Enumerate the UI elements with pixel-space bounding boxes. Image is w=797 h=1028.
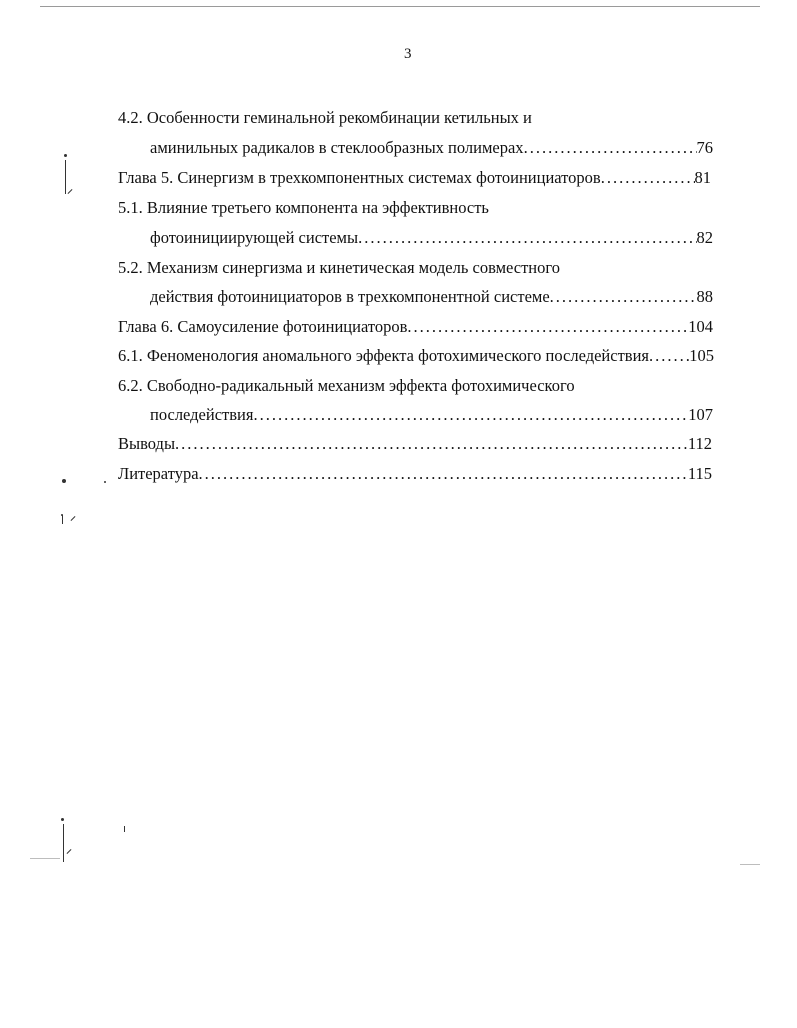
scan-mark [61, 818, 64, 821]
toc-line [118, 198, 718, 218]
toc-entry-page: 76 [696, 138, 713, 157]
toc-entry-page: 112 [687, 434, 712, 453]
toc-entry[interactable] [150, 138, 713, 158]
scan-mark [124, 826, 125, 832]
toc-entry[interactable] [118, 317, 713, 337]
toc-entry-page: 115 [687, 464, 712, 483]
toc-entry-page: 81 [694, 168, 711, 187]
scan-mark [30, 858, 60, 859]
toc-entry[interactable] [118, 168, 711, 188]
leader-dots [175, 434, 688, 454]
scan-mark [62, 479, 66, 483]
scan-mark [104, 481, 106, 483]
toc-entry[interactable] [118, 346, 714, 366]
leader-dots [601, 168, 695, 188]
toc-entry-page: 88 [696, 287, 713, 306]
toc-line-label: 6.2. Свободно-радикальный механизм эффекта фотохимического [118, 376, 575, 395]
toc-line [118, 108, 718, 128]
leader-dots [649, 346, 689, 366]
toc-line [118, 258, 718, 278]
toc-entry-page: 107 [688, 405, 713, 424]
toc-line-label: 4.2. Особенности геминальной рекомбинации кетильных и [118, 108, 532, 127]
toc-entry[interactable] [150, 228, 713, 248]
leader-dots [199, 464, 688, 484]
scan-mark [64, 154, 67, 157]
toc-entry[interactable] [150, 405, 713, 425]
leader-dots [358, 228, 696, 248]
scan-mark [65, 160, 66, 194]
toc-entry-label: Литература [118, 464, 199, 483]
scan-mark [67, 849, 72, 854]
toc-entry-page: 82 [696, 228, 713, 247]
leader-dots [253, 405, 688, 425]
leader-dots [524, 138, 697, 158]
toc-entry[interactable] [150, 287, 713, 307]
page-number: 3 [404, 46, 412, 62]
scan-mark [62, 515, 63, 524]
leader-dots [550, 287, 697, 307]
toc-entry-page: 105 [689, 346, 714, 365]
toc-entry-label: аминильных радикалов в стеклообразных полимерах [150, 138, 524, 157]
toc-line-label: 5.1. Влияние третьего компонента на эффективность [118, 198, 489, 217]
toc-entry-label: Глава 6. Самоусиление фотоинициаторов [118, 317, 408, 336]
toc-entry[interactable] [118, 434, 712, 454]
toc-line [118, 376, 718, 396]
scan-mark [63, 824, 64, 862]
toc-line-label: 5.2. Механизм синергизма и кинетическая модель совместного [118, 258, 560, 277]
toc-entry-page: 104 [688, 317, 713, 336]
toc-entry-label: последействия [150, 405, 254, 424]
scan-mark [740, 864, 760, 865]
toc-entry-label: 6.1. Феноменология аномального эффекта фотохимического последействия [118, 346, 650, 365]
toc-entry[interactable] [118, 464, 712, 484]
toc-entry-label: Выводы [118, 434, 176, 453]
toc-entry-label: фотоинициирующей системы [150, 228, 359, 247]
leader-dots [407, 317, 688, 337]
toc-entry-label: действия фотоинициаторов в трехкомпонентной системе [150, 287, 550, 306]
toc-entry-label: Глава 5. Синергизм в трехкомпонентных системах фотоинициаторов [118, 168, 601, 187]
